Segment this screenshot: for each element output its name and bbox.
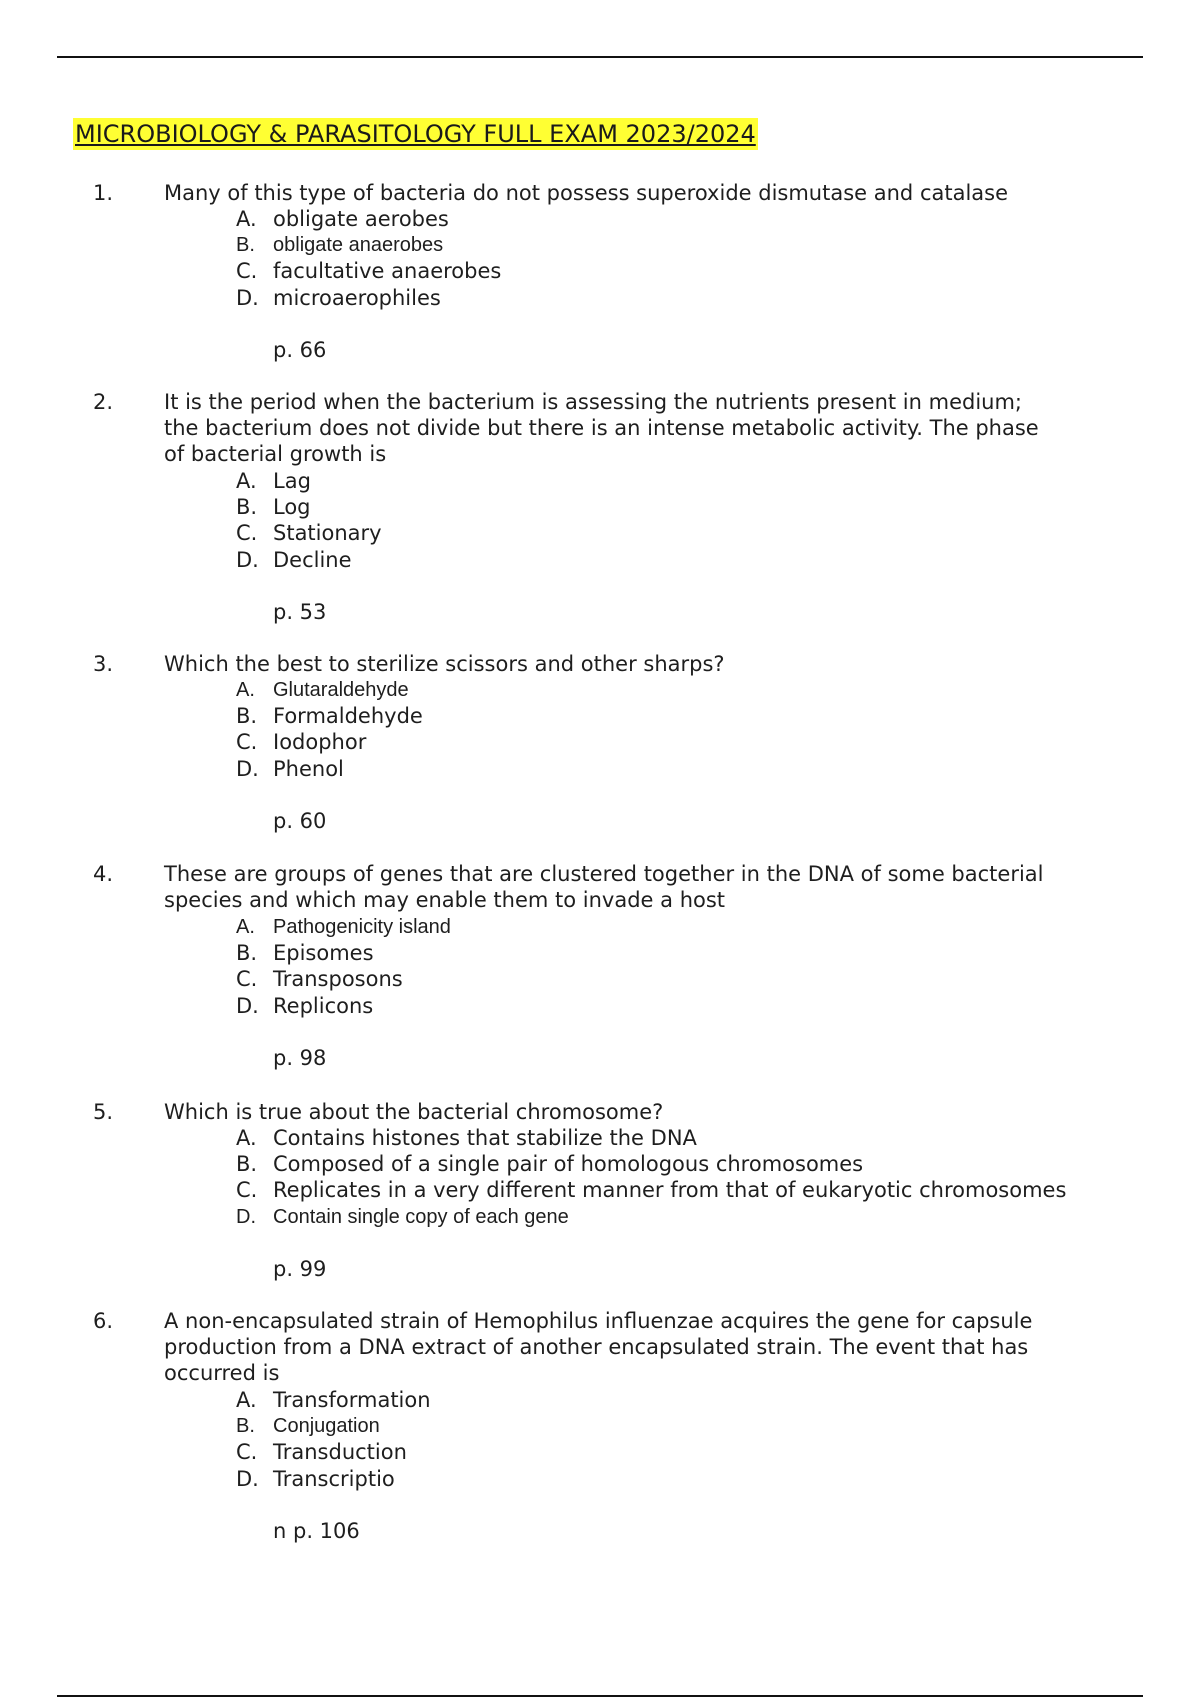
option-d: D. Decline [236,547,352,572]
page-reference: p. 60 [273,809,327,833]
question-text: Which is true about the bacterial chromosome? [164,1100,664,1124]
option-a: A. Glutaraldehyde [236,679,409,701]
options-list [236,1125,1066,1230]
option-b: B. Conjugation [236,1415,380,1438]
option-d: D. Transcriptio [236,1466,395,1491]
option-a: A. Lag [236,469,311,493]
option-d: D. Contain single copy of each gene [236,1205,569,1228]
option-d: D. Replicons [236,993,374,1018]
page-reference: p. 66 [273,338,327,362]
options-list [236,468,382,573]
question-number: 4. [93,862,114,886]
option-d: D. microaerophiles [236,285,441,310]
page-reference: p. 99 [273,1257,327,1281]
option-a: A. Pathogenicity island [236,916,451,938]
top-rule [57,56,1143,58]
page-reference: n p. 106 [273,1519,360,1543]
option-c: C. Transduction [236,1440,407,1465]
bottom-rule [57,1695,1143,1697]
option-a: A. Contains histones that stabilize the DNA [236,1126,697,1150]
option-c: C. facultative anaerobes [236,259,502,284]
option-b: B. Log [236,495,311,520]
question-number: 5. [93,1100,114,1124]
question-text: A non-encapsulated strain of Hemophilus influenzae acquires the gene for capsule production from a DNA extract of another encapsulated strain. The event that has occurred is [164,1309,1033,1386]
question-number: 3. [93,652,114,676]
option-b: B. Formaldehyde [236,704,423,729]
option-b: B. Episomes [236,941,374,966]
question-text: It is the period when the bacterium is assessing the nutrients present in medium; the bacterium does not divide but there is an intense metabolic activity. The phase of bacterial growth is [164,390,1039,467]
options-list [236,914,451,1019]
option-a: A. Transformation [236,1388,431,1412]
option-c: C. Iodophor [236,730,367,755]
option-a: A. obligate aerobes [236,207,449,231]
options-list [236,206,501,311]
question-text: Which the best to sterilize scissors and other sharps? [164,652,725,676]
page-reference: p. 98 [273,1046,327,1070]
question-number: 2. [93,390,114,414]
question-number: 1. [93,181,114,205]
option-b: B. Composed of a single pair of homologous chromosomes [236,1152,864,1177]
question-text: These are groups of genes that are clustered together in the DNA of some bacterial species and which may enable them to invade a host [164,862,1044,913]
options-list [236,677,423,782]
options-list [236,1387,431,1492]
option-c: C. Stationary [236,521,382,546]
question-number: 6. [93,1309,114,1333]
question-text: Many of this type of bacteria do not possess superoxide dismutase and catalase [164,181,1009,205]
exam-title: MICROBIOLOGY & PARASITOLOGY FULL EXAM 2023/2024 [75,120,756,148]
page-reference: p. 53 [273,600,327,624]
option-b: B. obligate anaerobes [236,234,444,257]
option-c: C. Transposons [236,967,403,992]
option-d: D. Phenol [236,756,344,781]
option-c: C. Replicates in a very different manner from that of eukaryotic chromosomes [236,1178,1067,1203]
